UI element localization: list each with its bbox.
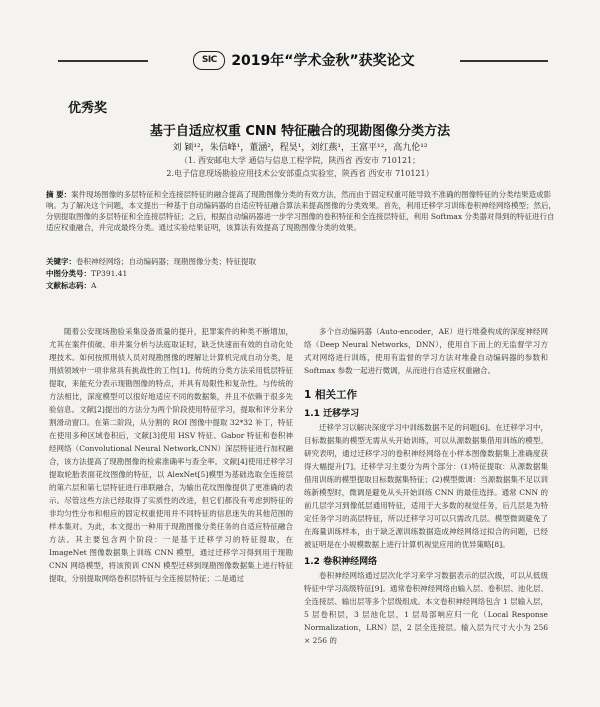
section-heading-related-work: 1 相关工作 (304, 389, 357, 401)
subsection-heading-cnn: 1.2 卷积神经网络 (304, 557, 378, 567)
clc-value: TP391.41 (91, 269, 128, 278)
keywords-text: 卷积神经网络；自动编码器；现勘图像分类；特征提取 (76, 257, 256, 266)
award-label: 优秀奖 (68, 101, 108, 116)
affiliation-2: 2.电子信息现场勘验应用技术公安部重点实验室，陕西省 西安市 710121） (166, 169, 434, 178)
affiliation-1: （1. 西安邮电大学 通信与信息工程学院，陕西省 西安市 710121； (179, 156, 421, 165)
transfer-learning-paragraph: 迁移学习以解决深度学习中训练数据不足的问题[6]。在迁移学习中，目标数据集的模型无需从头开始训练，可以从源数据集借用训练的模型。研究表明，通过迁移学习的卷积神经网络在小样本图像数据集上准确度获得大幅提升[7]。迁移学习主要分为两个部分：(1)特征提取：从源数据集借用训练的模型提取目标数据集特征；(2)模型微调：当源数据集不足以训练新模型时，微调是避免从头开始训练 CNN 的最佳选择。通常 CNN 的前几层学习到像低层通用特征，适用于大多数的视觉任务，后几层是为特定任务学习的高层特征，所以迁移学习可以只需改几层。模型微调避免了在海量训练样本，由于缺乏源训练数据造成神经网络过拟合的问题，已经被证明是在小规模数据上进行计算机视觉应用的优异策略[8]。 (304, 423, 548, 549)
doc-label: 文献标志码： (46, 281, 91, 290)
keywords-line (46, 256, 558, 267)
journal-header (0, 44, 600, 78)
abstract-text: 案件现场图像的多层特征和全连接层特征的融合提高了现勘图像分类的有效方法，然而由于固定权重可能导致不准确的图像特征的分类结果造成影响。为了解决这个问题，本文提出一种基于自动编码器的自适应特征融合算法来提高图像的分类效果。首先，利用迁移学习训练卷积神经网络模型；然后，分别提取图像的多层特征和全连接层特征；之后，根据自动编码器进一步学习图像的卷积特征和全连接层特征，利用 Softmax 分类器对得到的特征进行自适应权重融合，并完成最终分类。通过实验结果证明，该算法有效提高了现勘图像分类的效果。 (46, 190, 556, 232)
right-column (304, 325, 548, 647)
paper-authors: 刘 颖¹²，朱信峰¹，董涵²，程昊¹，刘红燕¹，王富平¹²，高九伦¹² (172, 143, 428, 153)
doc-value: A (91, 281, 97, 290)
abstract-label: 摘 要： (46, 190, 72, 199)
keywords-label: 关键字： (46, 257, 76, 266)
header-title-box (148, 46, 460, 74)
sic-logo: SIC (193, 51, 225, 70)
subsection-heading-transfer-learning: 1.1 迁移学习 (304, 409, 360, 419)
header-title: 2019年“学术金秋”获奖论文 (231, 53, 415, 69)
left-column (49, 325, 293, 585)
paper-title: 基于自适应权重 CNN 特征融合的现勘图像分类方法 (149, 124, 451, 139)
intro-paragraph: 随着公安现场勘验采集设备质量的提升，犯罪案件的种类不断增加，尤其在案件侦破、串并案分析与法庭取证时，缺乏快速而有效的自动化处理技术。如何按照刑侦人员对现勘图像的理解让计算机完成自动分类，是刑侦领域中一项非常具有挑战性的工作[1]。传统的分类方法采用低层特征提取，来能充分表示现勘图像的特点，并具有局限性和复杂性。与传统的方法相比，深度模型可以很好地适应不同的数据集，并且不依赖于很多先验信息。文献[2]提出的方法分为两个阶段使用特征学习，提取和评分来分割滑动窗口。在第二阶段，从分割的 ROI 图像中提取 32*32 补丁，特征在使用多种区域卷积后，文献[3]使用 HSV 特征、Gabor 特征和卷积神经网络（Convolutional Neural Network,CNN）深层特征进行加权融合，该方法提高了现勘图像的检索准确率与查全率。文献[4]使用迁移学习提取轮胎表面花纹图像的特征，以 AlexNet[5]模型为基础选取全连接层的第六层和第七层特征进行串联融合，为输出花纹图像提供了更准确的表示。尽管这些方法已经取得了实质性的改进，但它们都没有考虑到特征的非均匀性分布和相应的固定权重使用并不同特征的信息迷失的其他范围的样本集对。为此，本文提出一种用于现勘图像分类任务的自适应特征融合方法。其主要包含两个阶段：一是基于迁移学习的特征提取，在 ImageNet 图像数据集上训练 CNN 模型，通过迁移学习得到用于现勘 CNN 网络模型，将该预训 CNN 模型迁移到现勘图像数据集上进行特征提取，分别提取网络卷积层特征与全连接层特征；二是通过 (49, 327, 293, 583)
clc-label: 中图分类号： (46, 269, 91, 278)
doc-code-line (46, 280, 558, 291)
clc-line (46, 268, 558, 279)
intro-continued-paragraph: 多个自动编码器（Auto-encoder，AE）进行堆叠构成的深度神经网络（Deep Neural Networks，DNN），使用自下而上的无监督学习方式对网络进行训练，使用有监督的学习方法对堆叠自动编码器的参数和 Softmax 参数一起进行微调，从而进行自适应权重融合。 (304, 327, 548, 375)
cnn-paragraph: 卷积神经网络通过层次化学习来学习数据表示的层次级，可以从低级特征中学习高级特征[9]。通常卷积神经网络由输入层、卷积层、池化层、全连接层、输出层等多个层级组成。本文卷积神经网络包含 1 层输入层，5 层卷积层，3 层池化层，1 层局部响应归一化（Local Response Normalization，LRN）层，2 层全连接层。输入层为尺寸大小为 256 × 256 的 (304, 571, 548, 645)
abstract-block (46, 189, 558, 233)
